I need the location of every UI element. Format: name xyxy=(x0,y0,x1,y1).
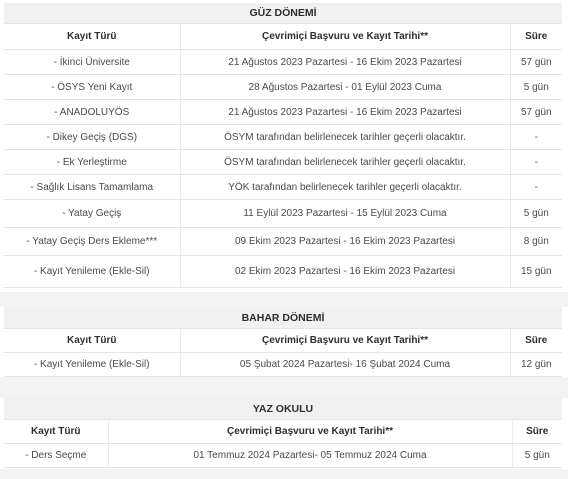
header-duration: Süre xyxy=(510,329,562,353)
spring-semester-table xyxy=(4,307,562,377)
duration-cell: 5 gün xyxy=(510,200,562,228)
table-row xyxy=(4,444,562,468)
header-registration-type: Kayıt Türü xyxy=(4,329,180,353)
registration-date-cell: 05 Şubat 2024 Pazartesi- 16 Şubat 2024 Cuma xyxy=(180,353,510,377)
table-row xyxy=(4,256,562,288)
registration-type-cell: - Ek Yerleştirme xyxy=(4,150,180,175)
registration-date-cell: ÖSYM tarafından belirlenecek tarihler geçerli olacaktır. xyxy=(180,125,510,150)
table-row xyxy=(4,125,562,150)
fall-semester-table xyxy=(4,3,562,288)
registration-type-cell: - Kayıt Yenileme (Ekle-Sil) xyxy=(4,256,180,288)
table-title-row xyxy=(4,3,562,24)
table-title-row xyxy=(4,307,562,329)
duration-cell: 12 gün xyxy=(510,353,562,377)
table-header-row xyxy=(4,329,562,353)
table-row xyxy=(4,353,562,377)
table-header-row xyxy=(4,24,562,50)
header-duration: Süre xyxy=(512,420,562,444)
header-registration-date: Çevrimiçi Başvuru ve Kayıt Tarihi** xyxy=(108,420,512,444)
registration-type-cell: - Ders Seçme xyxy=(4,444,108,468)
spring-semester-title: BAHAR DÖNEMİ xyxy=(4,307,562,329)
summer-school-table xyxy=(4,398,562,468)
duration-cell: - xyxy=(510,125,562,150)
registration-date-cell: YÖK tarafından belirlenecek tarihler geçerli olacaktır. xyxy=(180,175,510,200)
section-divider xyxy=(0,292,568,307)
table-row xyxy=(4,228,562,256)
registration-date-cell: 11 Eylül 2023 Pazartesi - 15 Eylül 2023 Cuma xyxy=(180,200,510,228)
table-row xyxy=(4,200,562,228)
table-row xyxy=(4,50,562,75)
duration-cell: 5 gün xyxy=(510,75,562,100)
duration-cell: 57 gün xyxy=(510,50,562,75)
registration-type-cell: - Kayıt Yenileme (Ekle-Sil) xyxy=(4,353,180,377)
duration-cell: 8 gün xyxy=(510,228,562,256)
table-row xyxy=(4,150,562,175)
registration-type-cell: - Dikey Geçiş (DGS) xyxy=(4,125,180,150)
fall-semester-title: GÜZ DÖNEMİ xyxy=(4,3,562,24)
duration-cell: 57 gün xyxy=(510,100,562,125)
duration-cell: 15 gün xyxy=(510,256,562,288)
registration-date-cell: 01 Temmuz 2024 Pazartesi- 05 Temmuz 2024 Cuma xyxy=(108,444,512,468)
registration-date-cell: ÖSYM tarafından belirlenecek tarihler geçerli olacaktır. xyxy=(180,150,510,175)
duration-cell: - xyxy=(510,175,562,200)
page-bottom-strip xyxy=(0,469,568,479)
header-duration: Süre xyxy=(510,24,562,50)
registration-date-cell: 21 Ağustos 2023 Pazartesi - 16 Ekim 2023 Pazartesi xyxy=(180,50,510,75)
registration-type-cell: - Yatay Geçiş xyxy=(4,200,180,228)
header-registration-date: Çevrimiçi Başvuru ve Kayıt Tarihi** xyxy=(180,24,510,50)
registration-type-cell: - Sağlık Lisans Tamamlama xyxy=(4,175,180,200)
duration-cell: - xyxy=(510,150,562,175)
registration-date-cell: 02 Ekim 2023 Pazartesi - 16 Ekim 2023 Pazartesi xyxy=(180,256,510,288)
header-registration-date: Çevrimiçi Başvuru ve Kayıt Tarihi** xyxy=(180,329,510,353)
registration-type-cell: - ÖSYS Yeni Kayıt xyxy=(4,75,180,100)
duration-cell: 5 gün xyxy=(512,444,562,468)
table-header-row xyxy=(4,420,562,444)
registration-type-cell: - ANADOLUYÖS xyxy=(4,100,180,125)
table-title-row xyxy=(4,398,562,420)
section-divider xyxy=(0,377,568,398)
table-row xyxy=(4,100,562,125)
table-row xyxy=(4,75,562,100)
table-row xyxy=(4,175,562,200)
registration-date-cell: 28 Ağustos Pazartesi - 01 Eylül 2023 Cuma xyxy=(180,75,510,100)
registration-date-cell: 09 Ekim 2023 Pazartesi - 16 Ekim 2023 Pazartesi xyxy=(180,228,510,256)
summer-school-title: YAZ OKULU xyxy=(4,398,562,420)
header-registration-type: Kayıt Türü xyxy=(4,420,108,444)
registration-type-cell: - İkinci Üniversite xyxy=(4,50,180,75)
registration-type-cell: - Yatay Geçiş Ders Ekleme*** xyxy=(4,228,180,256)
header-registration-type: Kayıt Türü xyxy=(4,24,180,50)
registration-date-cell: 21 Ağustos 2023 Pazartesi - 16 Ekim 2023 Pazartesi xyxy=(180,100,510,125)
